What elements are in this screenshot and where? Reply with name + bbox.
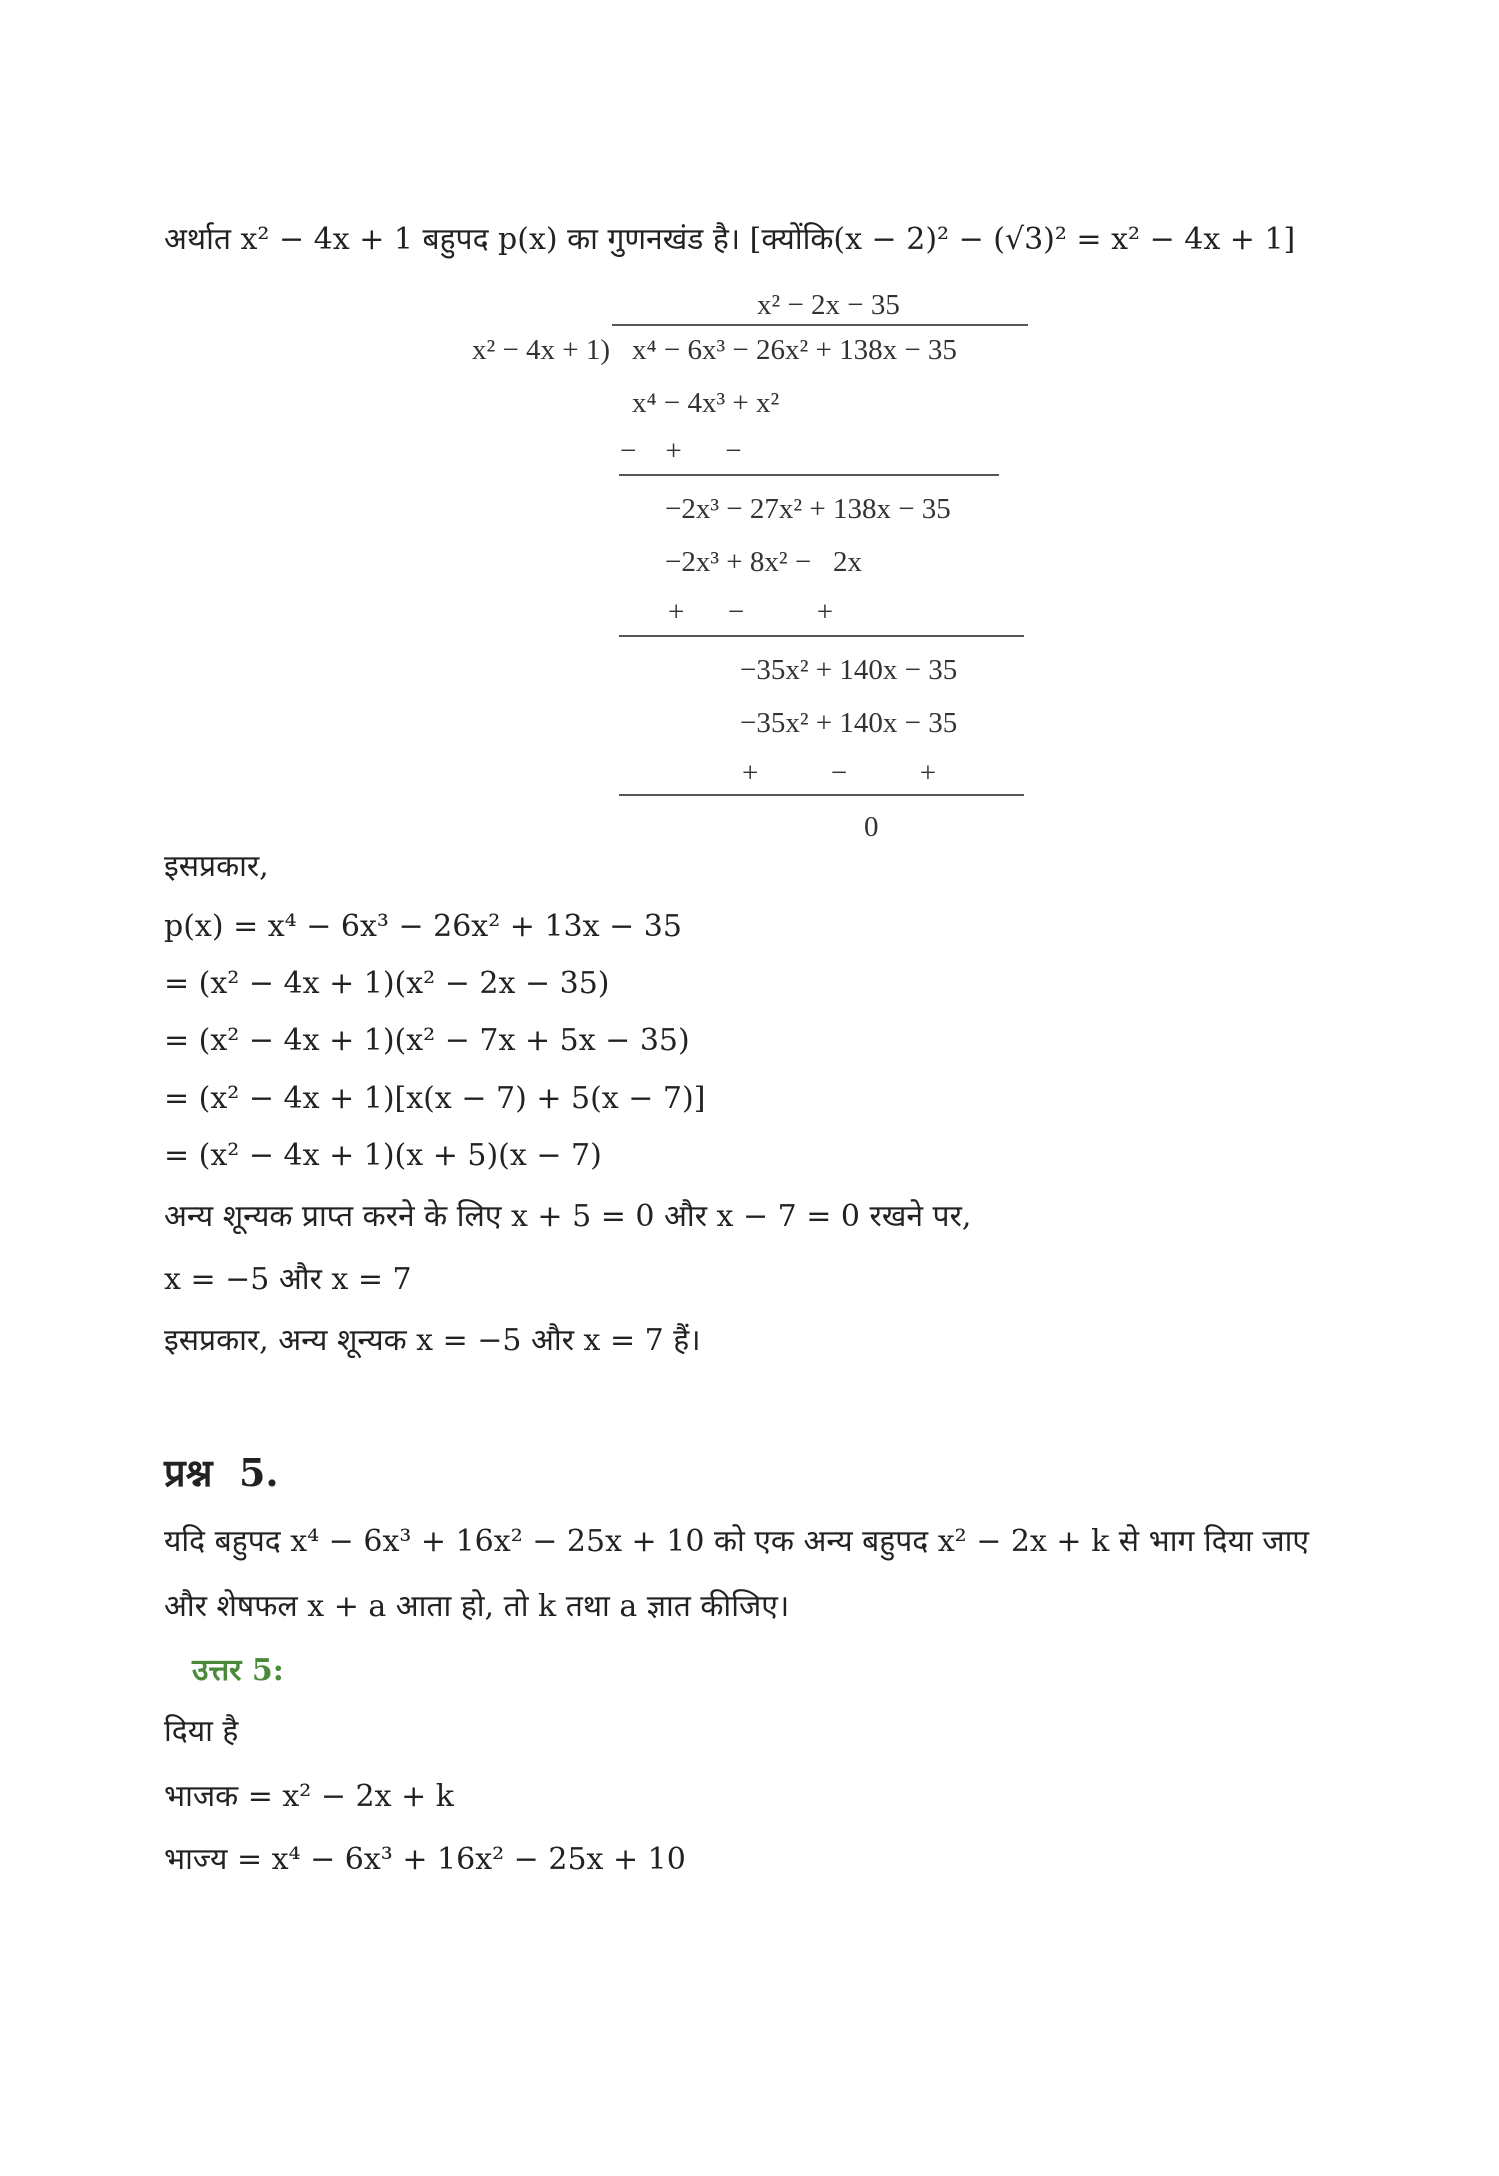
divider xyxy=(619,474,999,476)
intro-line: अर्थात x² − 4x + 1 बहुपद p(x) का गुणनखंड है। [क्योंकि(x − 2)² − (√3)² = x² − 4x + 1] xyxy=(164,222,1296,257)
question-text: और शेषफल x + a आता हो, तो k तथा a ज्ञात कीजिए। xyxy=(164,1589,790,1624)
division-row: x⁴ − 4x³ + x² xyxy=(632,387,780,419)
solution-line: p(x) = x⁴ − 6x³ − 26x² + 13x − 35 xyxy=(164,909,682,944)
solution-line: = (x² − 4x + 1)(x + 5)(x − 7) xyxy=(164,1138,602,1173)
answer-line: भाजक = x² − 2x + k xyxy=(164,1779,454,1814)
division-signs: + − + xyxy=(668,596,834,628)
answer-line: भाज्य = x⁴ − 6x³ + 16x² − 25x + 10 xyxy=(164,1842,686,1877)
division-signs: − + − xyxy=(620,435,742,467)
solution-line: इसप्रकार, अन्य शून्यक x = −5 और x = 7 हैं। xyxy=(164,1323,701,1358)
remainder: 0 xyxy=(864,811,879,843)
question-text: यदि बहुपद x⁴ − 6x³ + 16x² − 25x + 10 को एक अन्य बहुपद x² − 2x + k से भाग दिया जाए xyxy=(164,1524,1309,1559)
solution-line: अन्य शून्यक प्राप्त करने के लिए x + 5 = 0 और x − 7 = 0 रखने पर, xyxy=(164,1199,972,1234)
division-row: −35x² + 140x − 35 xyxy=(740,654,958,686)
division-row: −2x³ + 8x² − 2x xyxy=(665,546,862,578)
solution-line: इसप्रकार, xyxy=(164,849,269,884)
solution-line: = (x² − 4x + 1)(x² − 2x − 35) xyxy=(164,966,610,1001)
solution-line: x = −5 और x = 7 xyxy=(164,1262,412,1297)
quotient: x² − 2x − 35 xyxy=(757,289,900,321)
solution-line: = (x² − 4x + 1)[x(x − 7) + 5(x − 7)] xyxy=(164,1081,706,1116)
division-row: −2x³ − 27x² + 138x − 35 xyxy=(665,493,951,525)
divider xyxy=(619,794,1024,796)
solution-line: = (x² − 4x + 1)(x² − 7x + 5x − 35) xyxy=(164,1023,690,1058)
divisor: x² − 4x + 1) xyxy=(472,334,611,366)
divider xyxy=(619,635,1024,637)
answer-line: दिया है xyxy=(164,1714,239,1749)
division-row: −35x² + 140x − 35 xyxy=(740,707,958,739)
dividend: x⁴ − 6x³ − 26x² + 138x − 35 xyxy=(632,334,957,366)
division-bar xyxy=(612,324,1028,326)
question-heading: प्रश्न 5. xyxy=(164,1450,279,1495)
answer-heading: उत्तर 5: xyxy=(192,1653,284,1688)
division-signs: + − + xyxy=(742,757,937,789)
